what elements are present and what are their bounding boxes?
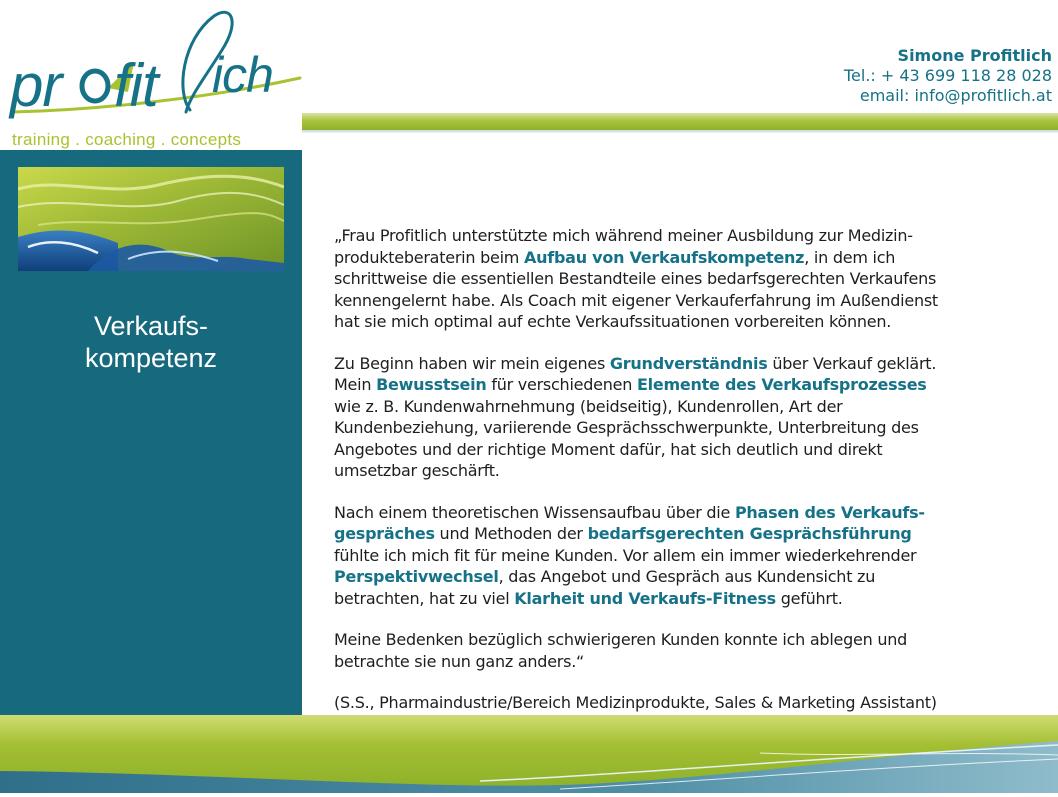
page-title	[0, 310, 302, 374]
highlight-term: Bewusstsein	[376, 375, 487, 394]
text-run: und Methoden der	[434, 524, 588, 543]
header-band-shadow	[302, 130, 1058, 133]
highlight-term: Perspektivwechsel	[334, 567, 499, 586]
highlight-term: Aufbau von Verkaufskompetenz	[523, 247, 805, 267]
testimonial-paragraph	[334, 225, 1014, 333]
text-run: (S.S., Pharmaindustrie/Bereich Medizinprodukte, Sales & Marketing Assistant)	[334, 693, 937, 712]
text-run: , das Angebot und Gespräch aus Kundensicht zu	[498, 567, 876, 586]
contact-phone: Tel.: + 43 699 118 28 028	[843, 66, 1052, 85]
contact-name: Simone Profitlich	[897, 46, 1052, 65]
highlight-term: Phasen des Verkaufs-	[734, 502, 925, 522]
water-photo	[18, 167, 284, 271]
profitlich-logo-graphic	[0, 0, 310, 130]
testimonial-paragraph	[334, 502, 1014, 610]
text-run: fühlte ich mich fit für meine Kunden. Vor allem ein immer wiederkehrender	[334, 545, 917, 565]
text-run: Zu Beginn haben wir mein eigenes	[334, 353, 610, 373]
brand-logo	[0, 0, 310, 155]
text-run: hat sie mich optimal auf echte Verkaufssituationen vorbereiten können.	[334, 312, 892, 331]
highlight-term: bedarfsgerechten Gesprächsführung	[587, 524, 912, 543]
text-run: Kundenbeziehung, variierende Gesprächsschwerpunkte, Unterbreitung des	[334, 418, 919, 437]
highlight-term: Klarheit und Verkaufs-Fitness	[514, 588, 776, 608]
text-run: geführt.	[775, 588, 843, 608]
brand-tagline: training . coaching . concepts	[12, 130, 242, 149]
testimonial-paragraph	[334, 692, 1014, 714]
highlight-term: gespräches	[334, 524, 435, 543]
testimonial-paragraph	[334, 353, 1014, 482]
text-run: Angebotes und der richtige Moment dafür, hat sich deutlich und direkt	[334, 439, 883, 459]
text-run: umsetzbar geschärft.	[334, 461, 500, 480]
text-run: Mein	[334, 375, 377, 394]
highlight-term: Elemente des Verkaufsprozesses	[636, 375, 927, 394]
text-run: , in dem ich	[804, 247, 896, 267]
text-run: betrachte sie nun ganz anders.“	[334, 651, 585, 671]
text-run: kennengelernt habe. Als Coach mit eigener Verkauferfahrung im Außendienst	[334, 290, 938, 310]
page-title-line2: kompetenz	[84, 343, 218, 373]
contact-email[interactable]: email: info@profitlich.at	[859, 86, 1052, 105]
testimonial-paragraph	[334, 629, 1014, 672]
text-run: über Verkauf geklärt.	[767, 353, 937, 373]
text-run: betrachten, hat zu viel	[334, 588, 515, 608]
text-run: wie z. B. Kundenwahrnehmung (beidseitig), Kundenrollen, Art der	[334, 396, 843, 416]
text-run: für verschiedenen	[486, 375, 637, 394]
logo-text-left: pr	[10, 52, 62, 119]
svg-text:fit: fit	[114, 52, 158, 119]
footer-wave	[0, 715, 1058, 793]
header-band	[302, 113, 1058, 130]
text-run: Meine Bedenken bezüglich schwierigeren Kunden konnte ich ablegen und	[334, 630, 908, 649]
testimonial-text	[334, 225, 1014, 734]
text-run: schrittweise die essentiellen Bestandteile eines bedarfsgerechten Verkaufens	[334, 269, 937, 288]
page-title-line1: Verkaufs-	[93, 311, 209, 341]
highlight-term: Grundverständnis	[609, 353, 768, 373]
text-run: „Frau Profitlich unterstützte mich während meiner Ausbildung zur Medizin-	[334, 226, 913, 245]
text-run: produkteberaterin beim	[334, 247, 524, 267]
svg-text:ich: ich	[212, 47, 273, 103]
text-run: Nach einem theoretischen Wissensaufbau über die	[334, 502, 735, 522]
contact-block	[844, 46, 1052, 106]
